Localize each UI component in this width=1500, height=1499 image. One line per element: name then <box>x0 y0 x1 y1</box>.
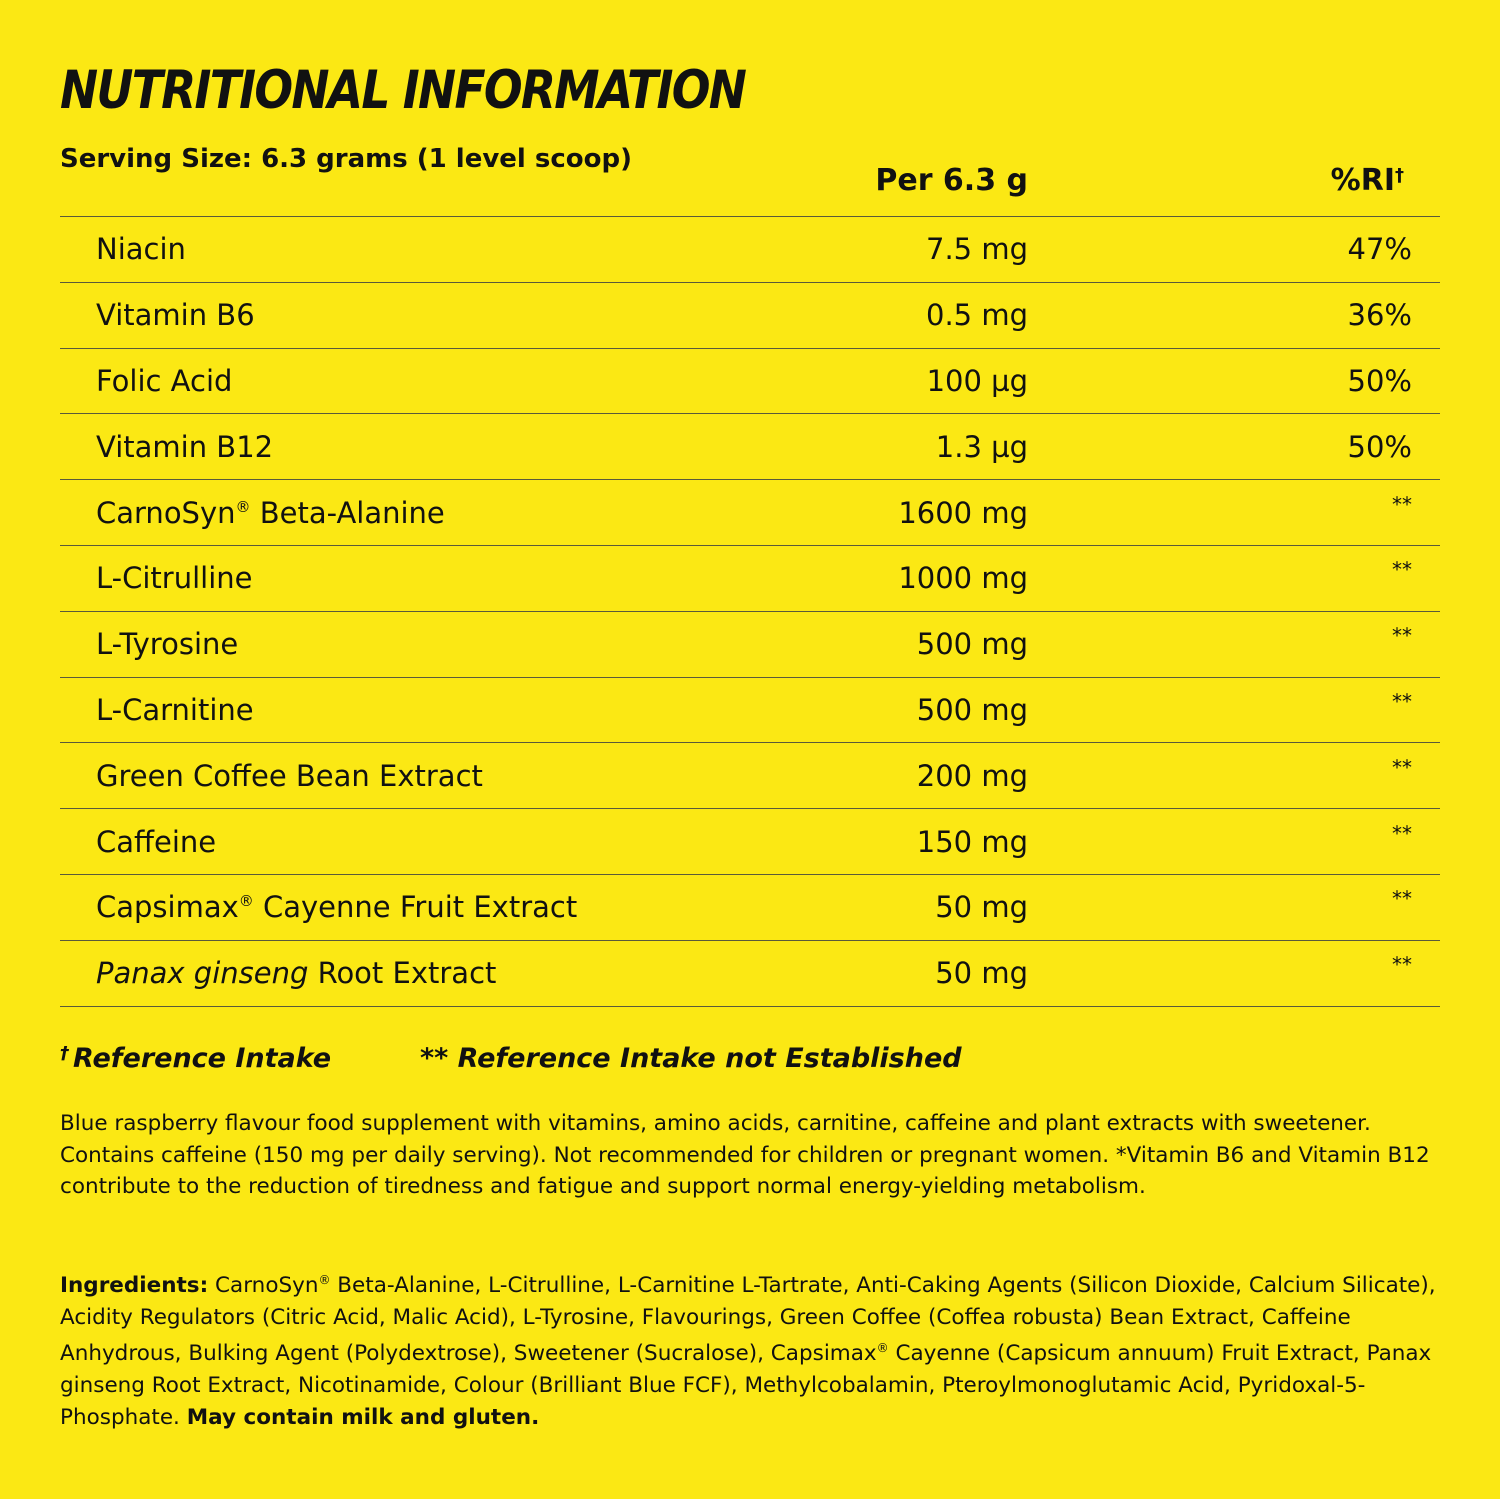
nutrient-name: L-Tyrosine <box>96 627 239 662</box>
table-row <box>60 349 1440 415</box>
nutrient-name-base: CarnoSyn <box>96 495 236 530</box>
table-row <box>60 612 1440 678</box>
nutrient-ri: ** <box>1392 492 1412 517</box>
table-row <box>60 414 1440 480</box>
ingredients-text: Cayenne (Capsicum annuum) Fruit Extract, Panax ginseng Root Extract, Nicotinamide, Colour (Brilliant Blue FCF), Methylcobalamin, Pteroylmonoglutamic Acid, Pyridoxal-5-Phosphate. <box>60 1341 1432 1430</box>
nutrient-name: Caffeine <box>96 824 217 859</box>
nutrient-amount: 1000 mg <box>898 561 1028 596</box>
nutrient-ri: 50% <box>1347 429 1412 464</box>
table-row <box>60 875 1440 941</box>
nutrient-ri: 50% <box>1347 363 1412 398</box>
nutrient-name-italic: Panax ginseng <box>96 956 309 991</box>
nutrient-ri: ** <box>1392 557 1412 582</box>
product-description: Blue raspberry flavour food supplement with vitamins, amino acids, carnitine, caffeine and plant extracts with sweetener. Contains caffeine (150 mg per daily serving). Not recommended for children or pregnant women. *Vitamin B6 and Vitamin B12 contribute to the reduction of tiredness and fatigue and support normal energy-yielding metabolism. <box>60 1111 1430 1200</box>
nutrition-table <box>60 216 1440 1007</box>
nutrient-amount: 1.3 µg <box>935 429 1028 464</box>
nutrient-amount: 7.5 mg <box>926 232 1028 267</box>
registered-mark: ® <box>235 497 251 516</box>
registered-mark: ® <box>318 1273 331 1287</box>
footnote-reference-intake <box>60 1043 331 1074</box>
nutrient-name: Folic Acid <box>96 363 233 398</box>
nutrient-name: L-Carnitine <box>96 692 254 727</box>
nutrient-amount: 500 mg <box>916 627 1028 662</box>
nutrient-name <box>96 496 445 530</box>
table-row <box>60 941 1440 1007</box>
table-row <box>60 809 1440 875</box>
nutrient-ri: ** <box>1392 952 1412 977</box>
table-row <box>60 678 1440 744</box>
table-row <box>60 546 1440 612</box>
nutrient-amount: 0.5 mg <box>926 298 1028 333</box>
nutrient-amount: 1600 mg <box>898 495 1028 530</box>
page-title: NUTRITIONAL INFORMATION <box>60 60 746 121</box>
nutrient-ri: ** <box>1392 821 1412 846</box>
allergen-warning: May contain milk and gluten. <box>186 1404 540 1430</box>
column-header-per-serving: Per 6.3 g <box>875 163 1028 198</box>
column-header-ri <box>1331 163 1404 199</box>
nutrient-amount: 500 mg <box>916 692 1028 727</box>
nutrient-ri: ** <box>1392 689 1412 714</box>
nutrient-name: Vitamin B12 <box>96 429 274 464</box>
nutrient-name: L-Citrulline <box>96 561 253 596</box>
ingredients-list <box>60 1265 1445 1433</box>
nutrient-ri: ** <box>1392 755 1412 780</box>
footnote-not-established: ** Reference Intake not Established <box>420 1043 962 1074</box>
table-row <box>60 283 1440 349</box>
nutrient-amount: 100 µg <box>926 363 1028 398</box>
registered-mark: ® <box>876 1341 889 1356</box>
nutrient-name <box>96 956 496 990</box>
ingredients-text: Beta-Alanine, L-Citrulline, L-Carnitine L-Tartrate, Anti-Caking Agents (Silicon Dioxide, Calcium Silicate), Acidity Regulators (Citric Acid, Malic Acid), L-Tyrosine, Flavourings, Green Coffee (Coffea robusta) Bean Extract, Caffeine Anhydrous, Bulking Agent (Polydextrose), Sweetener (Sucralose), Capsimax <box>60 1273 1436 1367</box>
nutrient-ri: ** <box>1392 623 1412 648</box>
nutrient-amount: 50 mg <box>935 956 1028 991</box>
table-row <box>60 480 1440 546</box>
column-header-ri-label: %RI <box>1330 163 1395 198</box>
nutrient-name-rest: Cayenne Fruit Extract <box>253 890 578 925</box>
registered-mark: ® <box>238 892 254 911</box>
nutrient-name <box>96 890 577 924</box>
nutrient-name-rest: Root Extract <box>308 956 497 991</box>
ingredients-label: Ingredients: <box>60 1273 209 1299</box>
nutrient-ri: 36% <box>1347 298 1412 333</box>
serving-size: Serving Size: 6.3 grams (1 level scoop) <box>60 144 632 174</box>
nutrient-name: Green Coffee Bean Extract <box>96 758 483 793</box>
nutrient-amount: 50 mg <box>935 890 1028 925</box>
table-row <box>60 743 1440 809</box>
dagger-mark: † <box>1395 165 1404 186</box>
nutrient-name: Niacin <box>96 232 186 267</box>
dagger-mark: † <box>60 1043 69 1064</box>
nutrient-name-rest: Beta-Alanine <box>250 495 445 530</box>
table-row <box>60 217 1440 283</box>
nutrient-name: Vitamin B6 <box>96 298 255 333</box>
ingredients-text: CarnoSyn <box>208 1273 319 1299</box>
nutrient-amount: 200 mg <box>916 758 1028 793</box>
nutrient-ri: 47% <box>1347 232 1412 267</box>
footnote-ri-text: Reference Intake <box>73 1043 332 1074</box>
nutrient-amount: 150 mg <box>916 824 1028 859</box>
nutrient-ri: ** <box>1392 886 1412 911</box>
nutrient-name-base: Capsimax <box>96 890 239 925</box>
